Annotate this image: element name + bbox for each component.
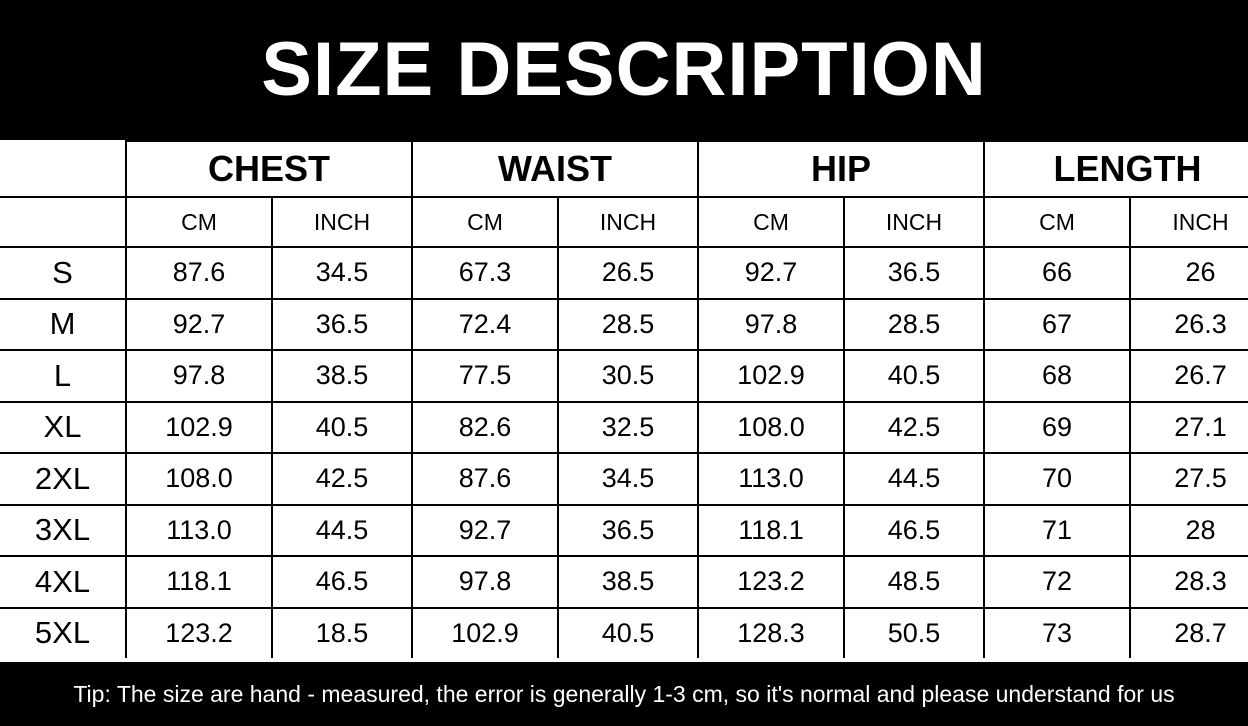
cell-length-cm: 67: [984, 299, 1130, 351]
unit-waist-inch: INCH: [558, 197, 698, 247]
tip-bar: [0, 662, 1248, 726]
cell-waist-inch: 28.5: [558, 299, 698, 351]
cell-hip-cm: 92.7: [698, 247, 844, 299]
table-row: [0, 505, 1248, 557]
cell-waist-cm: 97.8: [412, 556, 558, 608]
cell-chest-inch: 42.5: [272, 453, 412, 505]
cell-waist-cm: 92.7: [412, 505, 558, 557]
cell-length-inch: 27.1: [1130, 402, 1248, 454]
cell-waist-inch: 30.5: [558, 350, 698, 402]
cell-waist-cm: 67.3: [412, 247, 558, 299]
cell-hip-inch: 50.5: [844, 608, 984, 659]
cell-length-inch: 28: [1130, 505, 1248, 557]
size-label: L: [0, 350, 126, 402]
cell-waist-inch: 34.5: [558, 453, 698, 505]
cell-chest-inch: 36.5: [272, 299, 412, 351]
size-table: [0, 140, 1248, 658]
cell-length-inch: 26.7: [1130, 350, 1248, 402]
table-unit-header-row: [0, 197, 1248, 247]
size-label: XL: [0, 402, 126, 454]
table-row: [0, 247, 1248, 299]
table-group-header-row: [0, 141, 1248, 197]
table-row: [0, 453, 1248, 505]
unit-waist-cm: CM: [412, 197, 558, 247]
cell-waist-inch: 26.5: [558, 247, 698, 299]
cell-waist-inch: 36.5: [558, 505, 698, 557]
cell-hip-inch: 42.5: [844, 402, 984, 454]
table-row: [0, 556, 1248, 608]
cell-length-inch: 26.3: [1130, 299, 1248, 351]
size-table-container: [0, 140, 1248, 662]
cell-waist-cm: 72.4: [412, 299, 558, 351]
cell-chest-cm: 92.7: [126, 299, 272, 351]
cell-waist-cm: 82.6: [412, 402, 558, 454]
cell-length-inch: 28.7: [1130, 608, 1248, 659]
cell-chest-cm: 102.9: [126, 402, 272, 454]
cell-chest-cm: 113.0: [126, 505, 272, 557]
cell-chest-inch: 38.5: [272, 350, 412, 402]
unit-hip-cm: CM: [698, 197, 844, 247]
cell-hip-inch: 46.5: [844, 505, 984, 557]
cell-length-cm: 66: [984, 247, 1130, 299]
cell-hip-cm: 108.0: [698, 402, 844, 454]
cell-hip-cm: 102.9: [698, 350, 844, 402]
cell-hip-inch: 28.5: [844, 299, 984, 351]
cell-chest-cm: 118.1: [126, 556, 272, 608]
cell-chest-inch: 34.5: [272, 247, 412, 299]
cell-chest-inch: 40.5: [272, 402, 412, 454]
size-label: 5XL: [0, 608, 126, 659]
cell-hip-inch: 40.5: [844, 350, 984, 402]
cell-hip-inch: 48.5: [844, 556, 984, 608]
title-bar: [0, 0, 1248, 140]
unit-chest-cm: CM: [126, 197, 272, 247]
cell-waist-inch: 32.5: [558, 402, 698, 454]
cell-length-cm: 72: [984, 556, 1130, 608]
page-title: SIZE DESCRIPTION: [261, 27, 987, 112]
cell-hip-inch: 44.5: [844, 453, 984, 505]
cell-waist-cm: 87.6: [412, 453, 558, 505]
cell-length-inch: 28.3: [1130, 556, 1248, 608]
unit-length-cm: CM: [984, 197, 1130, 247]
cell-hip-cm: 123.2: [698, 556, 844, 608]
cell-chest-cm: 123.2: [126, 608, 272, 659]
table-row: [0, 402, 1248, 454]
cell-hip-cm: 118.1: [698, 505, 844, 557]
cell-chest-inch: 18.5: [272, 608, 412, 659]
cell-length-cm: 73: [984, 608, 1130, 659]
cell-length-cm: 69: [984, 402, 1130, 454]
size-label: S: [0, 247, 126, 299]
cell-length-inch: 26: [1130, 247, 1248, 299]
unit-row-size-blank: [0, 197, 126, 247]
cell-length-inch: 27.5: [1130, 453, 1248, 505]
cell-chest-inch: 46.5: [272, 556, 412, 608]
cell-chest-inch: 44.5: [272, 505, 412, 557]
size-label: M: [0, 299, 126, 351]
unit-hip-inch: INCH: [844, 197, 984, 247]
tip-text: Tip: The size are hand - measured, the error is generally 1-3 cm, so it's normal and please understand for us: [73, 680, 1175, 707]
table-row: [0, 608, 1248, 659]
column-group-waist: WAIST: [412, 141, 698, 197]
cell-waist-cm: 77.5: [412, 350, 558, 402]
cell-length-cm: 68: [984, 350, 1130, 402]
cell-waist-inch: 40.5: [558, 608, 698, 659]
size-label: 4XL: [0, 556, 126, 608]
cell-length-cm: 71: [984, 505, 1130, 557]
cell-chest-cm: 97.8: [126, 350, 272, 402]
column-group-chest: CHEST: [126, 141, 412, 197]
cell-chest-cm: 87.6: [126, 247, 272, 299]
cell-hip-inch: 36.5: [844, 247, 984, 299]
cell-length-cm: 70: [984, 453, 1130, 505]
cell-waist-inch: 38.5: [558, 556, 698, 608]
cell-hip-cm: 113.0: [698, 453, 844, 505]
size-label: 3XL: [0, 505, 126, 557]
cell-chest-cm: 108.0: [126, 453, 272, 505]
cell-hip-cm: 97.8: [698, 299, 844, 351]
table-row: [0, 350, 1248, 402]
size-label: 2XL: [0, 453, 126, 505]
unit-chest-inch: INCH: [272, 197, 412, 247]
table-corner-cell: [0, 141, 126, 197]
cell-hip-cm: 128.3: [698, 608, 844, 659]
column-group-length: LENGTH: [984, 141, 1248, 197]
column-group-hip: HIP: [698, 141, 984, 197]
unit-length-inch: INCH: [1130, 197, 1248, 247]
table-row: [0, 299, 1248, 351]
cell-waist-cm: 102.9: [412, 608, 558, 659]
